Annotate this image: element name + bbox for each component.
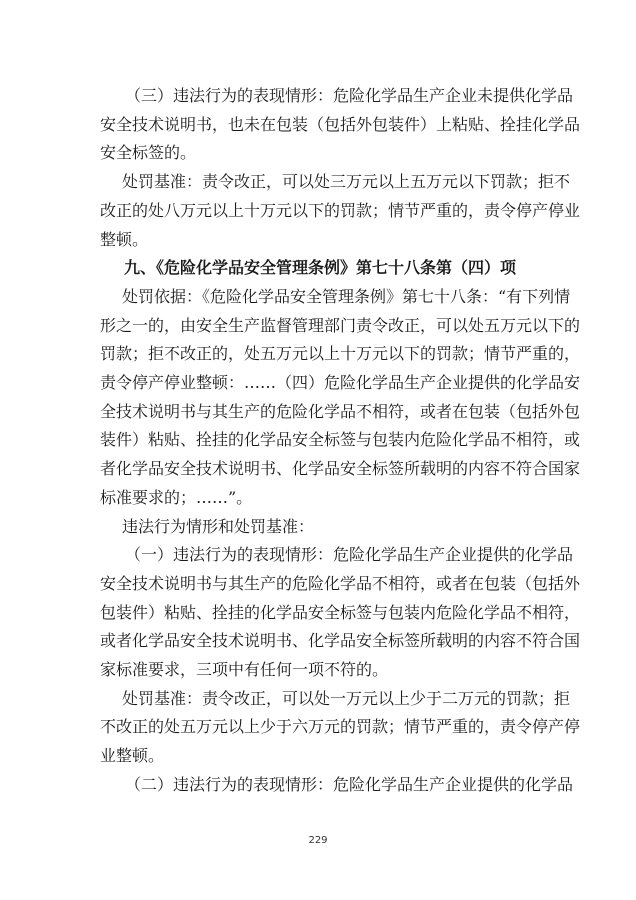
para-1-line-3: 安全标签的。: [100, 143, 197, 162]
para-6-line-2: 安全技术说明书与其生产的危险化学品不相符，或者在包装（包括外: [100, 574, 581, 593]
para-7-line-3: 业整顿。: [100, 746, 165, 765]
para-7-line-2: 不改正的处五万元以上少于六万元的罚款；情节严重的，责令停产停: [100, 717, 581, 736]
para-6-line-4: 或者化学品安全技术说明书、化学品安全标签所载明的内容不符合国: [100, 631, 581, 650]
para-7-line-1: 处罚基准：责令改正，可以处一万元以上少于二万元的罚款；拒: [122, 689, 571, 708]
para-6-line-1: （一）违法行为的表现情形：危险化学品生产企业提供的化学品: [125, 545, 574, 564]
para-6-line-3: 包装件）粘贴、拴挂的化学品安全标签与包装内危险化学品不相符，: [100, 603, 581, 622]
para-8-line-1: （二）违法行为的表现情形：危险化学品生产企业提供的化学品: [125, 775, 574, 794]
para-6-line-5: 家标准要求，三项中有任何一项不符的。: [100, 660, 389, 679]
para-4-line-7: 者化学品安全技术说明书、化学品安全标签所载明的内容不符合国家: [100, 459, 581, 478]
para-4-line-2: 形之一的，由安全生产监督管理部门责令改正，可以处五万元以下的: [100, 316, 581, 335]
section-heading: 九、《危险化学品安全管理条例》第七十八条第（四）项: [124, 258, 517, 277]
para-2-line-3: 整顿。: [100, 230, 149, 249]
page-number: 229: [308, 835, 328, 846]
para-1-line-2: 安全技术说明书，也未在包装（包括外包装件）上粘贴、拴挂化学品: [100, 115, 581, 134]
para-4-line-8: 标准要求的；……”。: [100, 488, 253, 507]
para-2-line-2: 改正的处八万元以上十万元以下的罚款；情节严重的，责令停产停业: [100, 201, 581, 220]
para-4-line-1: 处罚依据：《危险化学品安全管理条例》第七十八条：“有下列情: [122, 287, 571, 306]
para-5-line-1: 违法行为情形和处罚基准：: [122, 517, 315, 536]
para-4-line-4: 责令停产停业整顿：……（四）危险化学品生产企业提供的化学品安: [100, 373, 581, 392]
para-2-line-1: 处罚基准：责令改正，可以处三万元以上五万元以下罚款；拒不: [122, 172, 571, 191]
para-1-line-1: （三）违法行为的表现情形：危险化学品生产企业未提供化学品: [125, 86, 574, 105]
para-4-line-5: 全技术说明书与其生产的危险化学品不相符，或者在包装（包括外包: [100, 402, 581, 421]
para-4-line-6: 装件）粘贴、拴挂的化学品安全标签与包装内危险化学品不相符，或: [100, 430, 581, 449]
para-4-line-3: 罚款；拒不改正的，处五万元以上十万元以下的罚款；情节严重的，: [100, 344, 581, 363]
